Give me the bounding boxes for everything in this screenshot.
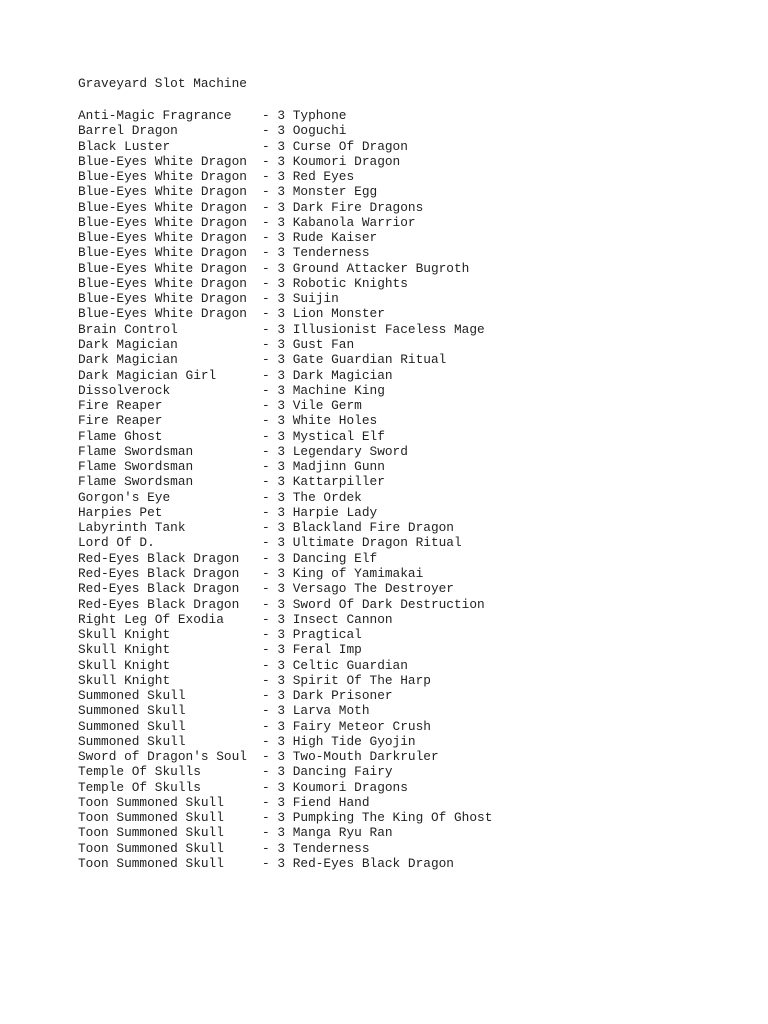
list-item	[78, 474, 698, 489]
card-result: - 3 Kabanola Warrior	[262, 214, 416, 230]
card-name: Dark Magician	[78, 352, 178, 368]
card-name: Skull Knight	[78, 672, 171, 688]
card-name: Anti-Magic Fragrance	[78, 108, 232, 123]
list-item	[78, 749, 698, 764]
card-name: Fire Reaper	[78, 398, 163, 414]
entry-list	[78, 108, 698, 871]
list-item	[78, 261, 698, 276]
card-result: - 3 Pumpking The King Of Ghost	[262, 810, 493, 826]
card-result: - 3 Robotic Knights	[262, 275, 408, 291]
card-name: Red-Eyes Black Dragon	[78, 596, 240, 612]
card-result: - 3 Machine King	[262, 382, 385, 398]
card-result: - 3 Dark Fire Dragons	[262, 199, 424, 215]
card-result: - 3 Red Eyes	[262, 169, 355, 185]
card-result: - 3 Kattarpiller	[262, 474, 385, 490]
list-item	[78, 505, 698, 520]
card-name: Dark Magician Girl	[78, 367, 217, 383]
list-item	[78, 658, 698, 673]
card-result: - 3 Fairy Meteor Crush	[262, 718, 431, 734]
list-item	[78, 413, 698, 428]
card-name: Blue-Eyes White Dragon	[78, 291, 247, 307]
card-result: - 3 Dark Prisoner	[262, 688, 393, 704]
list-item	[78, 276, 698, 291]
list-item	[78, 337, 698, 352]
card-name: Labyrinth Tank	[78, 520, 186, 536]
card-result: - 3 Spirit Of The Harp	[262, 672, 431, 688]
card-result: - 3 High Tide Gyojin	[262, 733, 416, 749]
card-result: - 3 Tenderness	[262, 245, 370, 261]
card-result: - 3 Mystical Elf	[262, 428, 385, 444]
list-item	[78, 398, 698, 413]
card-name: Summoned Skull	[78, 688, 186, 704]
list-item	[78, 184, 698, 199]
card-name: Brain Control	[78, 321, 178, 337]
card-name: Toon Summoned Skull	[78, 810, 224, 826]
card-name: Gorgon's Eye	[78, 489, 171, 505]
list-item	[78, 734, 698, 749]
list-item	[78, 780, 698, 795]
card-result: - 3 Typhone	[262, 108, 347, 123]
card-name: Harpies Pet	[78, 504, 163, 520]
card-result: - 3 Feral Imp	[262, 642, 362, 658]
list-item	[78, 719, 698, 734]
list-item	[78, 810, 698, 825]
card-name: Toon Summoned Skull	[78, 825, 224, 841]
list-item	[78, 673, 698, 688]
list-item	[78, 306, 698, 321]
list-item	[78, 597, 698, 612]
list-item	[78, 520, 698, 535]
card-name: Barrel Dragon	[78, 123, 178, 139]
list-item	[78, 215, 698, 230]
card-result: - 3 Blackland Fire Dragon	[262, 520, 454, 536]
card-result: - 3 Ground Attacker Bugroth	[262, 260, 470, 276]
card-name: Dissolverock	[78, 382, 171, 398]
list-item	[78, 581, 698, 596]
card-result: - 3 Koumori Dragons	[262, 779, 408, 795]
card-name: Temple Of Skulls	[78, 779, 201, 795]
card-name: Right Leg Of Exodia	[78, 611, 224, 627]
list-item	[78, 169, 698, 184]
card-name: Blue-Eyes White Dragon	[78, 230, 247, 246]
card-result: - 3 Illusionist Faceless Mage	[262, 321, 485, 337]
card-name: Skull Knight	[78, 657, 171, 673]
list-item	[78, 825, 698, 840]
list-item	[78, 200, 698, 215]
list-item	[78, 123, 698, 138]
card-name: Toon Summoned Skull	[78, 856, 224, 872]
card-name: Blue-Eyes White Dragon	[78, 245, 247, 261]
list-item	[78, 459, 698, 474]
card-name: Blue-Eyes White Dragon	[78, 184, 247, 200]
list-item	[78, 795, 698, 810]
card-result: - 3 Suijin	[262, 291, 339, 307]
card-result: - 3 The Ordek	[262, 489, 362, 505]
list-item	[78, 383, 698, 398]
card-name: Lord Of D.	[78, 535, 155, 551]
card-result: - 3 Monster Egg	[262, 184, 378, 200]
card-name: Flame Ghost	[78, 428, 163, 444]
card-name: Summoned Skull	[78, 733, 186, 749]
card-name: Flame Swordsman	[78, 459, 194, 475]
list-item	[78, 856, 698, 871]
card-result: - 3 Dark Magician	[262, 367, 393, 383]
list-item	[78, 551, 698, 566]
card-name: Blue-Eyes White Dragon	[78, 214, 247, 230]
card-name: Temple Of Skulls	[78, 764, 201, 780]
card-result: - 3 Koumori Dragon	[262, 153, 401, 169]
card-result: - 3 Madjinn Gunn	[262, 459, 385, 475]
card-name: Blue-Eyes White Dragon	[78, 199, 247, 215]
card-name: Red-Eyes Black Dragon	[78, 550, 240, 566]
card-name: Flame Swordsman	[78, 443, 194, 459]
card-result: - 3 Versago The Destroyer	[262, 581, 454, 597]
list-item	[78, 688, 698, 703]
list-item	[78, 291, 698, 306]
card-name: Summoned Skull	[78, 718, 186, 734]
list-item	[78, 230, 698, 245]
list-item	[78, 245, 698, 260]
card-name: Dark Magician	[78, 336, 178, 352]
list-item	[78, 535, 698, 550]
card-name: Fire Reaper	[78, 413, 163, 429]
card-result: - 3 Dancing Fairy	[262, 764, 393, 780]
card-result: - 3 Red-Eyes Black Dragon	[262, 856, 454, 872]
card-result: - 3 Lion Monster	[262, 306, 385, 322]
card-result: - 3 Harpie Lady	[262, 504, 378, 520]
list-item	[78, 352, 698, 367]
list-item	[78, 322, 698, 337]
card-result: - 3 Insect Cannon	[262, 611, 393, 627]
card-result: - 3 Dancing Elf	[262, 550, 378, 566]
card-result: - 3 Pragtical	[262, 627, 362, 643]
list-item	[78, 642, 698, 657]
card-name: Toon Summoned Skull	[78, 840, 224, 856]
card-name: Red-Eyes Black Dragon	[78, 581, 240, 597]
card-result: - 3 White Holes	[262, 413, 378, 429]
card-result: - 3 Curse Of Dragon	[262, 138, 408, 154]
list-item	[78, 368, 698, 383]
card-name: Skull Knight	[78, 642, 171, 658]
card-result: - 3 Larva Moth	[262, 703, 370, 719]
card-result: - 3 Manga Ryu Ran	[262, 825, 393, 841]
card-result: - 3 Fiend Hand	[262, 794, 370, 810]
card-name: Skull Knight	[78, 627, 171, 643]
card-result: - 3 Rude Kaiser	[262, 230, 378, 246]
card-result: - 3 King of Yamimakai	[262, 565, 424, 581]
list-item	[78, 703, 698, 718]
card-result: - 3 Vile Germ	[262, 398, 362, 414]
list-item	[78, 764, 698, 779]
card-name: Flame Swordsman	[78, 474, 194, 490]
list-item	[78, 154, 698, 169]
list-item	[78, 627, 698, 642]
card-result: - 3 Gate Guardian Ritual	[262, 352, 447, 368]
list-item	[78, 444, 698, 459]
list-item	[78, 139, 698, 154]
card-name: Blue-Eyes White Dragon	[78, 169, 247, 185]
document-title: Graveyard Slot Machine	[78, 76, 247, 91]
card-name: Blue-Eyes White Dragon	[78, 260, 247, 276]
list-item	[78, 612, 698, 627]
card-result: - 3 Tenderness	[262, 840, 370, 856]
card-name: Blue-Eyes White Dragon	[78, 306, 247, 322]
card-name: Toon Summoned Skull	[78, 794, 224, 810]
card-result: - 3 Gust Fan	[262, 336, 355, 352]
card-name: Sword of Dragon's Soul	[78, 749, 247, 765]
list-item	[78, 108, 698, 123]
card-name: Blue-Eyes White Dragon	[78, 275, 247, 291]
card-result: - 3 Two-Mouth Darkruler	[262, 749, 439, 765]
list-item	[78, 490, 698, 505]
card-result: - 3 Ooguchi	[262, 123, 347, 139]
card-name: Summoned Skull	[78, 703, 186, 719]
list-item	[78, 841, 698, 856]
card-name: Red-Eyes Black Dragon	[78, 565, 240, 581]
card-result: - 3 Ultimate Dragon Ritual	[262, 535, 462, 551]
card-result: - 3 Legendary Sword	[262, 443, 408, 459]
list-item	[78, 429, 698, 444]
card-result: - 3 Celtic Guardian	[262, 657, 408, 673]
list-item	[78, 566, 698, 581]
card-result: - 3 Sword Of Dark Destruction	[262, 596, 485, 612]
card-name: Black Luster	[78, 138, 171, 154]
card-name: Blue-Eyes White Dragon	[78, 153, 247, 169]
